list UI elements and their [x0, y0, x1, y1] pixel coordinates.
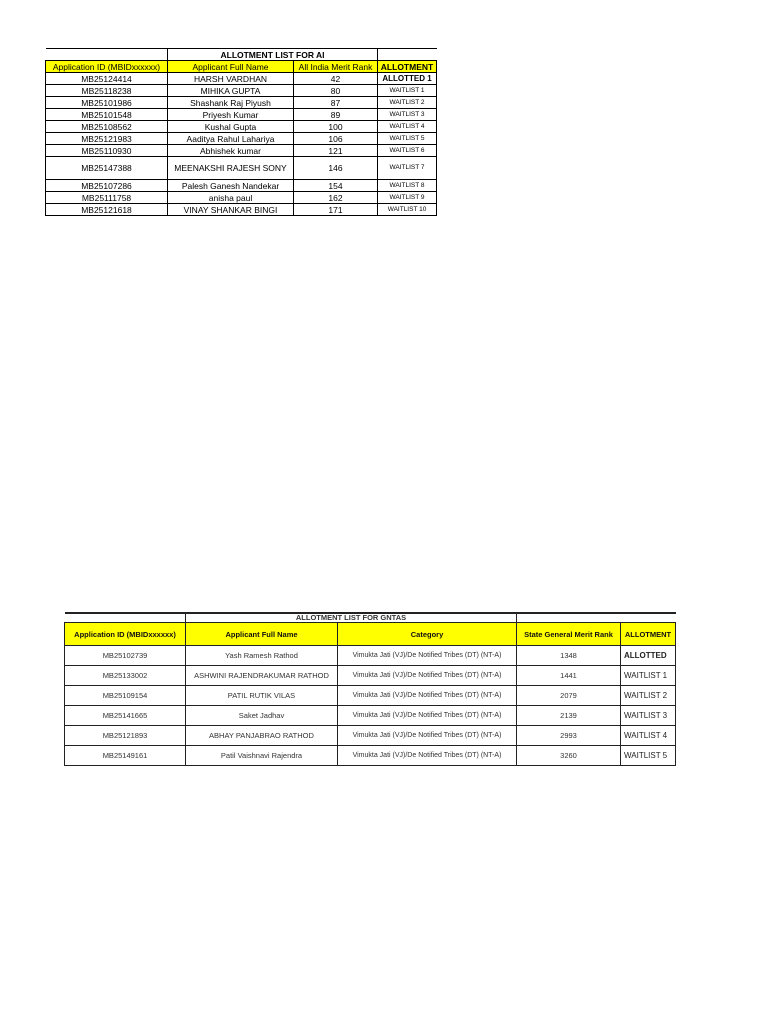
allotment-status-cell: WAITLIST 10: [378, 204, 437, 216]
header-category: Category: [338, 623, 517, 646]
category-cell: Vimukta Jati (VJ)/De Notified Tribes (DT) (NT-A): [338, 666, 517, 686]
header-application-id: Application ID (MBIDxxxxxx): [46, 61, 168, 73]
application-id-cell: MB25111758: [46, 192, 168, 204]
merit-rank-cell: 121: [294, 145, 378, 157]
applicant-name-cell: Abhishek kumar: [168, 145, 294, 157]
header-applicant-name: Applicant Full Name: [186, 623, 338, 646]
allotment-status-cell: WAITLIST 7: [378, 157, 437, 180]
applicant-name-cell: PATIL RUTIK VILAS: [186, 686, 338, 706]
gntas-table-body: [65, 613, 676, 766]
table-row: [46, 157, 437, 180]
application-id-cell: MB25149161: [65, 746, 186, 766]
application-id-cell: MB25124414: [46, 73, 168, 85]
merit-rank-cell: 87: [294, 97, 378, 109]
applicant-name-cell: Palesh Ganesh Nandekar: [168, 180, 294, 192]
application-id-cell: MB25101548: [46, 109, 168, 121]
table-row: [65, 686, 676, 706]
category-cell: Vimukta Jati (VJ)/De Notified Tribes (DT) (NT-A): [338, 746, 517, 766]
allotment-status-cell: WAITLIST 2: [621, 686, 676, 706]
merit-rank-cell: 171: [294, 204, 378, 216]
application-id-cell: MB25121983: [46, 133, 168, 145]
allotment-status-cell: WAITLIST 8: [378, 180, 437, 192]
allotment-status-cell: WAITLIST 6: [378, 145, 437, 157]
category-cell: Vimukta Jati (VJ)/De Notified Tribes (DT) (NT-A): [338, 726, 517, 746]
state-merit-rank-cell: 2993: [517, 726, 621, 746]
allotment-status-cell: WAITLIST 9: [378, 192, 437, 204]
application-id-cell: MB25108562: [46, 121, 168, 133]
application-id-cell: MB25141665: [65, 706, 186, 726]
header-application-id: Application ID (MBIDxxxxxx): [65, 623, 186, 646]
applicant-name-cell: Kushal Gupta: [168, 121, 294, 133]
category-cell: Vimukta Jati (VJ)/De Notified Tribes (DT) (NT-A): [338, 706, 517, 726]
header-allotment: ALLOTMENT: [621, 623, 676, 646]
merit-rank-cell: 42: [294, 73, 378, 85]
table-row: [46, 145, 437, 157]
ai-allotment-table: [45, 48, 437, 216]
applicant-name-cell: Aaditya Rahul Lahariya: [168, 133, 294, 145]
application-id-cell: MB25121893: [65, 726, 186, 746]
ai-table-body: [46, 49, 437, 216]
table-row: [46, 85, 437, 97]
application-id-cell: MB25110930: [46, 145, 168, 157]
table-row: [46, 192, 437, 204]
merit-rank-cell: 89: [294, 109, 378, 121]
category-cell: Vimukta Jati (VJ)/De Notified Tribes (DT) (NT-A): [338, 646, 517, 666]
application-id-cell: MB25109154: [65, 686, 186, 706]
allotment-status-cell: WAITLIST 2: [378, 97, 437, 109]
applicant-name-cell: Yash Ramesh Rathod: [186, 646, 338, 666]
application-id-cell: MB25133002: [65, 666, 186, 686]
allotment-status-cell: ALLOTTED: [621, 646, 676, 666]
table-row: [46, 133, 437, 145]
applicant-name-cell: MEENAKSHI RAJESH SONY: [168, 157, 294, 180]
table-row: [46, 97, 437, 109]
allotment-status-cell: WAITLIST 5: [621, 746, 676, 766]
table-row: [65, 646, 676, 666]
state-merit-rank-cell: 3260: [517, 746, 621, 766]
merit-rank-cell: 80: [294, 85, 378, 97]
ai-table-title: ALLOTMENT LIST FOR AI: [168, 49, 378, 61]
applicant-name-cell: Saket Jadhav: [186, 706, 338, 726]
state-merit-rank-cell: 1441: [517, 666, 621, 686]
allotment-status-cell: WAITLIST 3: [378, 109, 437, 121]
gntas-table-title: ALLOTMENT LIST FOR GNTAS: [186, 613, 517, 623]
merit-rank-cell: 146: [294, 157, 378, 180]
allotment-status-cell: WAITLIST 1: [621, 666, 676, 686]
table-row: [46, 109, 437, 121]
merit-rank-cell: 106: [294, 133, 378, 145]
header-applicant-name: Applicant Full Name: [168, 61, 294, 73]
allotment-status-cell: WAITLIST 4: [621, 726, 676, 746]
applicant-name-cell: ABHAY PANJABRAO RATHOD: [186, 726, 338, 746]
category-cell: Vimukta Jati (VJ)/De Notified Tribes (DT) (NT-A): [338, 686, 517, 706]
merit-rank-cell: 100: [294, 121, 378, 133]
applicant-name-cell: HARSH VARDHAN: [168, 73, 294, 85]
header-state-merit-rank: State General Merit Rank: [517, 623, 621, 646]
ai-table-header-row: [46, 61, 437, 73]
header-allotment: ALLOTMENT: [378, 61, 437, 73]
gntas-table-header-row: [65, 623, 676, 646]
allotment-status-cell: ALLOTTED 1: [378, 73, 437, 85]
applicant-name-cell: Shashank Raj Piyush: [168, 97, 294, 109]
table-row: [65, 746, 676, 766]
application-id-cell: MB25101986: [46, 97, 168, 109]
applicant-name-cell: Priyesh Kumar: [168, 109, 294, 121]
application-id-cell: MB25121618: [46, 204, 168, 216]
applicant-name-cell: anisha paul: [168, 192, 294, 204]
merit-rank-cell: 154: [294, 180, 378, 192]
state-merit-rank-cell: 1348: [517, 646, 621, 666]
gntas-table-title-row: [65, 613, 676, 623]
allotment-status-cell: WAITLIST 3: [621, 706, 676, 726]
table-row: [65, 726, 676, 746]
allotment-status-cell: WAITLIST 4: [378, 121, 437, 133]
table-row: [46, 204, 437, 216]
applicant-name-cell: ASHWINI RAJENDRAKUMAR RATHOD: [186, 666, 338, 686]
allotment-status-cell: WAITLIST 5: [378, 133, 437, 145]
application-id-cell: MB25107286: [46, 180, 168, 192]
table-row: [46, 73, 437, 85]
state-merit-rank-cell: 2139: [517, 706, 621, 726]
merit-rank-cell: 162: [294, 192, 378, 204]
table-row: [65, 666, 676, 686]
application-id-cell: MB25147388: [46, 157, 168, 180]
application-id-cell: MB25102739: [65, 646, 186, 666]
gntas-allotment-table: [64, 612, 676, 766]
state-merit-rank-cell: 2079: [517, 686, 621, 706]
table-row: [46, 121, 437, 133]
table-row: [46, 180, 437, 192]
applicant-name-cell: Patil Vaishnavi Rajendra: [186, 746, 338, 766]
ai-table-title-row: [46, 49, 437, 61]
table-row: [65, 706, 676, 726]
application-id-cell: MB25118238: [46, 85, 168, 97]
allotment-status-cell: WAITLIST 1: [378, 85, 437, 97]
applicant-name-cell: VINAY SHANKAR BINGI: [168, 204, 294, 216]
header-merit-rank: All India Merit Rank: [294, 61, 378, 73]
applicant-name-cell: MIHIKA GUPTA: [168, 85, 294, 97]
